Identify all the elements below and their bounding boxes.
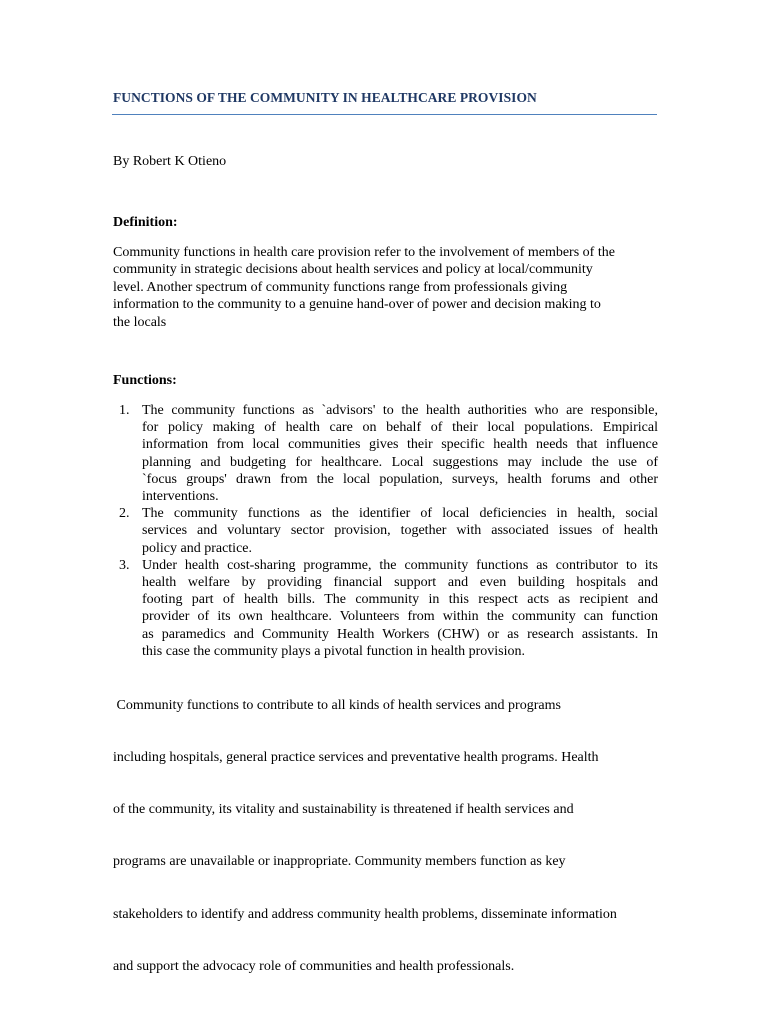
paragraph-line: information to the community to a genuine hand-over of power and decision making to	[113, 297, 601, 313]
list-item-line: policy and practice.	[142, 540, 253, 556]
list-item-line: information from local communities gives their specific health needs that influence	[142, 437, 658, 453]
paragraph-line: Community functions in health care provision refer to the involvement of members of the	[113, 245, 615, 260]
list-item	[113, 402, 658, 505]
closing-paragraph	[113, 662, 663, 1010]
list-item-line: footing part of health bills. The community in this respect acts as recipient and	[142, 592, 658, 608]
paragraph-line: level. Another spectrum of community functions range from professionals giving	[113, 279, 568, 295]
list-item-number: 2.	[119, 506, 130, 522]
functions-list	[113, 402, 658, 660]
definition-heading: Definition:	[113, 215, 178, 230]
list-item-number: 1.	[119, 403, 130, 418]
list-item-line: as paramedics and Community Health Workers (CHW) or as research assistants. In	[142, 626, 658, 642]
list-item-line: interventions.	[142, 489, 219, 505]
paragraph-line: and support the advocacy role of communities and health professionals.	[113, 958, 515, 974]
author-byline: By Robert K Otieno	[113, 154, 227, 169]
list-item-line: The community functions as the identifier of local deficiencies in health, social	[142, 506, 658, 522]
list-item-line: health welfare by providing financial support and even building hospitals and	[142, 575, 658, 591]
paragraph-line: Community functions to contribute to all kinds of health services and programs	[113, 697, 561, 713]
paragraph-line: stakeholders to identify and address community health problems, disseminate information	[113, 906, 617, 922]
paragraph-line: including hospitals, general practice services and preventative health programs. Health	[113, 750, 599, 766]
list-item-number: 3.	[119, 557, 130, 573]
list-item	[113, 505, 658, 557]
list-item-line: `focus groups' drawn from the local population, surveys, health forums and other	[142, 471, 658, 487]
list-item-line: services and voluntary sector provision, together with associated issues of health	[142, 523, 658, 539]
paragraph-line: the locals	[113, 314, 167, 330]
definition-paragraph	[113, 244, 653, 331]
list-item-line: provider of its own healthcare. Volunteers from within the community can function	[142, 609, 658, 625]
functions-heading: Functions:	[113, 373, 177, 388]
list-item-line: The community functions as `advisors' to the health authorities who are responsible,	[142, 403, 658, 418]
list-item	[113, 557, 658, 660]
list-item-line: this case the community plays a pivotal function in health provision.	[142, 643, 525, 659]
paragraph-line: programs are unavailable or inappropriate. Community members function as key	[113, 854, 566, 870]
list-item-line: for policy making of health care on behalf of their local populations. Empirical	[142, 420, 658, 436]
list-item-line: Under health cost-sharing programme, the community functions as contributor to its	[142, 557, 658, 573]
list-item-line: planning and budgeting for healthcare. Local suggestions may include the use of	[142, 454, 658, 470]
paragraph-line: of the community, its vitality and sustainability is threatened if health services and	[113, 802, 574, 818]
document-title: FUNCTIONS OF THE COMMUNITY IN HEALTHCARE PROVISION	[113, 90, 537, 105]
paragraph-line: community in strategic decisions about health services and policy at local/community	[113, 262, 593, 278]
title-underline-rule	[112, 114, 657, 115]
